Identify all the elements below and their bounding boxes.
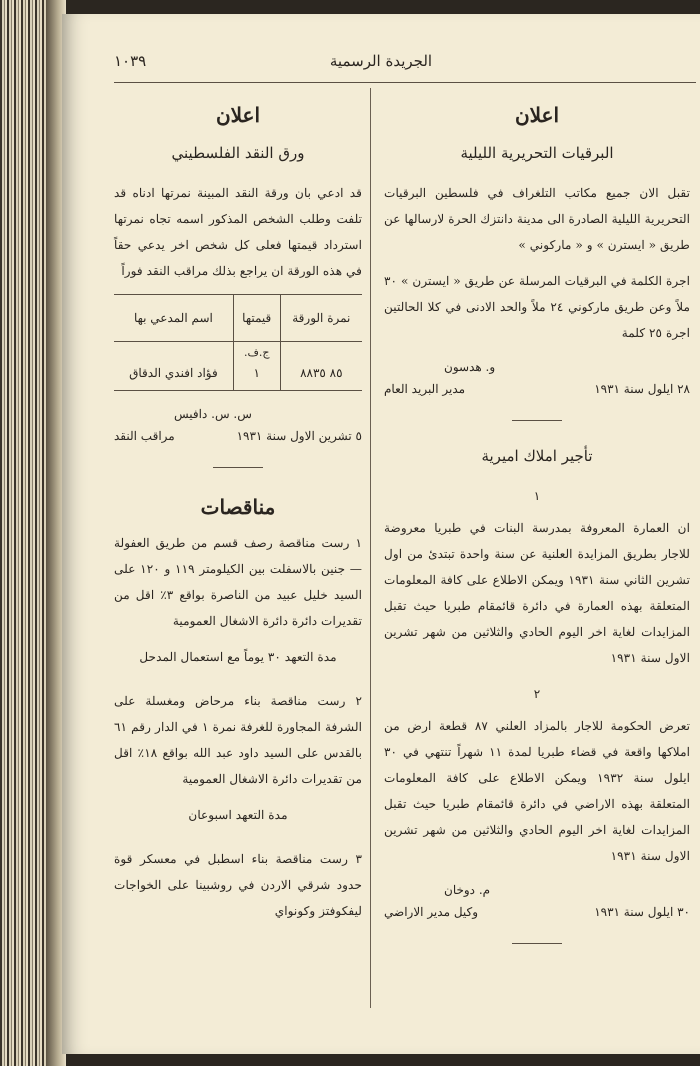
- notice-heading: تأجير املاك اميرية: [481, 447, 593, 465]
- tender-item: ٢ رست مناقصة بناء مرحاض ومغسلة على الشرفة المجاورة للغرفة نمرة ١ في الدار رقم ٦١ بالقدس على السيد داود عبد الله بواقع ١٨٪ اقل من تقديرات دائرة الاشغال العمومية: [114, 694, 362, 786]
- note-value-cell: [233, 342, 280, 391]
- signatory-role: مراقب النقد: [114, 429, 175, 443]
- notice-subtitle: البرقيات التحريرية الليلية: [460, 144, 614, 162]
- signature-date: ٢٨ ايلول سنة ١٩٣١: [594, 382, 690, 396]
- notice-paragraph: تقبل الان جميع مكاتب التلغراف في فلسطين البرقيات التحريرية الليلية الصادرة الى مدينة دانتزك الحرة لارسالها عن طريق « ايسترن » و « ماركوني »: [384, 186, 690, 252]
- column-header: اسم المدعي بها: [114, 295, 233, 342]
- signature-block: [384, 356, 690, 400]
- tender-duration: مدة التعهد اسبوعان: [188, 808, 288, 822]
- item-number: ٢: [533, 687, 541, 701]
- column-header: قيمتها: [233, 295, 280, 342]
- book-page-edges: [0, 0, 46, 1066]
- signature-block: [384, 879, 690, 923]
- tender-duration: مدة التعهد ٣٠ يوماً مع استعمال المدحل: [139, 650, 337, 664]
- signature-date: ٣٠ ايلول سنة ١٩٣١: [594, 905, 690, 919]
- notice-heading: اعلان: [514, 103, 560, 127]
- page-number: ١٠٣٩: [114, 52, 147, 70]
- tender-item: ١ رست مناقصة رصف قسم من طريق العفولة — جنين بالاسفلت بين الكيلومتر ١١٩ و ١٢٠ على السيد خليل عبيد من الناصرة بواقع ٣٪ اقل من تقديرات دائرة دائرة الاشغال العمومية: [114, 536, 363, 628]
- table-header-row: [114, 295, 362, 342]
- left-column: [114, 94, 362, 934]
- notice-heading: اعلان: [215, 103, 261, 127]
- signatory-name: و. هدسون: [444, 360, 496, 374]
- signature-block: [114, 403, 362, 447]
- notice-paragraph: قد ادعي بان ورقة النقد المبينة نمرتها ادناه قد تلفت وطلب الشخص المذكور اسمه تجاه نمرتها استرداد قيمتها فعلى كل شخص اخر يدعي حقاً في هذه الورقة ان يراجع بذلك مراقب النقد فوراً: [114, 186, 362, 278]
- notice-paragraph: تعرض الحكومة للاجار بالمزاد العلني ٨٧ قطعة ارض من املاكها واقعة في قضاء طبريا لمدة ١١ شهراً تنتهي في ٣٠ ايلول سنة ١٩٣٢ ويمكن الاطلاع على كافة المعلومات المتعلقة بهذه الاراضي في دائرة قائمقام طبريا حيث تقبل المزايدات لغاية اخر اليوم الحادي والثلاثين من شهر تشرين الاول سنة ١٩٣١: [384, 719, 690, 863]
- claimant-cell: فؤاد افندي الدقاق: [114, 342, 233, 391]
- notice-subtitle: ورق النقد الفلسطيني: [171, 144, 305, 162]
- signatory-role: مدير البريد العام: [384, 382, 466, 396]
- currency-label: ج.ف.: [243, 346, 270, 359]
- signatory-name: س. س. دافيس: [174, 407, 252, 421]
- signatory-role: وكيل مدير الاراضي: [384, 905, 479, 919]
- notice-heading: مناقصات: [200, 495, 276, 519]
- section-separator: [512, 943, 562, 944]
- tender-item: ٣ رست مناقصة بناء اسطبل في معسكر قوة حدود شرقي الاردن في روشبينا على الخواجات ليفكوفتز وكونواي: [114, 852, 362, 918]
- table-row: [114, 342, 362, 391]
- page-header-title: الجريدة الرسمية: [329, 52, 433, 70]
- notice-paragraph: ان العمارة المعروفة بمدرسة البنات في طبريا معروضة للاجار بطريق المزايدة العلنية عن سنة واحدة تبتدئ من اول تشرين الثاني سنة ١٩٣١ ويمكن الاطلاع على كافة المعلومات المتعلقة بهذه العمارة في دائرة قائمقام طبريا حيث تقبل المزايدات لغاية اخر اليوم الحادي والثلاثين من شهر تشرين الاول سنة ١٩٣١: [384, 521, 690, 665]
- column-divider: [370, 88, 371, 1008]
- note-number-cell: ٨٥ ٨٨٣٥: [280, 342, 362, 391]
- banknote-table: [114, 294, 362, 391]
- header-rule: [114, 82, 696, 83]
- section-separator: [512, 420, 562, 421]
- signatory-name: م. دوخان: [444, 883, 491, 897]
- item-number: ١: [533, 489, 541, 503]
- right-column: [384, 94, 690, 966]
- notice-paragraph: اجرة الكلمة في البرقيات المرسلة عن طريق « ايسترن » ٣٠ ملاً وعن طريق ماركوني ٢٤ ملاً والحد الادنى في كلا الحالتين اجرة ٢٥ كلمة: [384, 274, 690, 340]
- column-header: نمرة الورقة: [280, 295, 362, 342]
- section-separator: [213, 467, 263, 468]
- note-value: ١: [253, 366, 260, 380]
- gazette-page: [62, 14, 700, 1054]
- signature-date: ٥ تشرين الاول سنة ١٩٣١: [236, 429, 362, 443]
